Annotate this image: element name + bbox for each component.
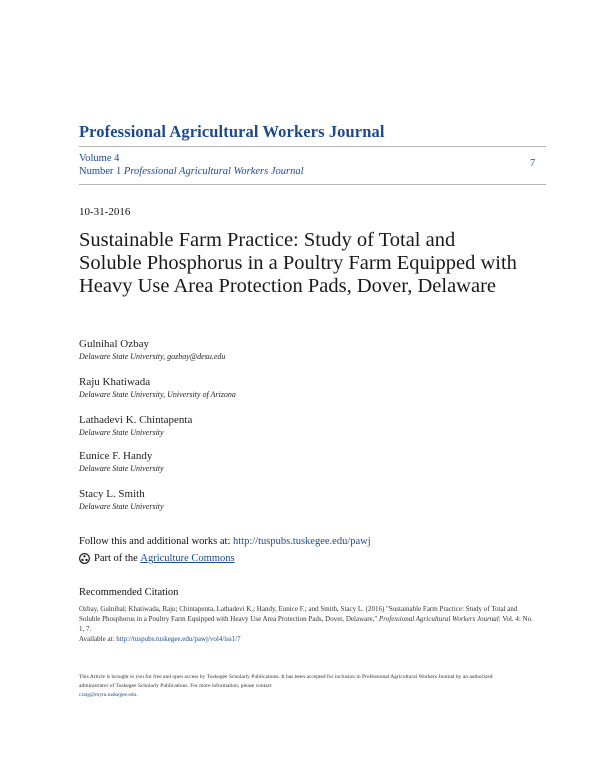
part-of-label: Part of the [94, 553, 138, 564]
header-rule-top [79, 146, 546, 147]
volume-link[interactable]: Volume 4 [79, 153, 120, 164]
article-number[interactable]: 7 [530, 158, 536, 169]
contact-email-link[interactable]: craig@mytu.tuskegee.edu. [79, 692, 138, 698]
header-rule-bottom [79, 184, 546, 185]
network-icon [79, 553, 90, 564]
citation-body: Ozbay, Gulnihal; Khatiwada, Raju; Chintapenta, Lathadevi K.; Handy, Eunice F.; and Smith, Stacy L. (2016) "Sustainable Farm Practice: Study of Total and Soluble Phosphorus in a Poultry Farm Equipped with Heavy Use Area Protection Pads, Dover, Delaware," [79, 605, 518, 623]
number-journal-name: Professional Agricultural Workers Journal [123, 166, 304, 177]
citation-url-link[interactable]: http://tuspubs.tuskegee.edu/pawj/vol4/iss1/7 [116, 635, 241, 643]
author-name: Eunice F. Handy [79, 450, 153, 462]
author-affiliation: Delaware State University [79, 464, 164, 473]
author-name: Gulnihal Ozbay [79, 338, 149, 350]
author-affiliation: Delaware State University [79, 428, 164, 437]
agriculture-commons-link[interactable]: Agriculture Commons [140, 553, 235, 564]
follow-line [79, 536, 371, 547]
part-of-line [79, 553, 235, 564]
author-name: Raju Khatiwada [79, 376, 151, 388]
number-prefix: Number 1 [79, 166, 122, 177]
footer-text: This Article is brought to you for free and open access by Tuskegee Scholarly Publications. It has been accepted for inclusion in Professional Agricultural Workers Journal by an authorized administrator of Tuskegee Scholarly Publications. For more information, please contact [79, 674, 493, 689]
available-at-label: Available at: [79, 635, 115, 643]
publication-date: 10-31-2016 [79, 206, 131, 218]
author-affiliation: Delaware State University, gozbay@desu.edu [79, 352, 226, 361]
author-affiliation: Delaware State University [79, 502, 164, 511]
author-affiliation: Delaware State University, University of Arizona [79, 390, 236, 399]
article-title[interactable]: Sustainable Farm Practice: Study of Total and Soluble Phosphorus in a Poultry Farm Equipped with Heavy Use Area Protection Pads, Dover, Delaware [79, 229, 517, 297]
citation-journal: Professional Agricultural Workers Journal [379, 615, 499, 623]
follow-label: Follow this and additional works at: [79, 536, 231, 547]
citation-text [79, 604, 539, 644]
citation-vol-info: : Vol. 4: No. 1, 7. [79, 615, 533, 633]
author-name: Stacy L. Smith [79, 488, 145, 500]
journal-title[interactable]: Professional Agricultural Workers Journal [79, 122, 385, 141]
number-link[interactable] [79, 166, 304, 177]
author-name: Lathadevi K. Chintapenta [79, 414, 193, 426]
recommended-citation-heading: Recommended Citation [79, 587, 179, 598]
footer-notice [79, 673, 499, 700]
follow-url-link[interactable]: http://tuspubs.tuskegee.edu/pawj [233, 536, 371, 547]
